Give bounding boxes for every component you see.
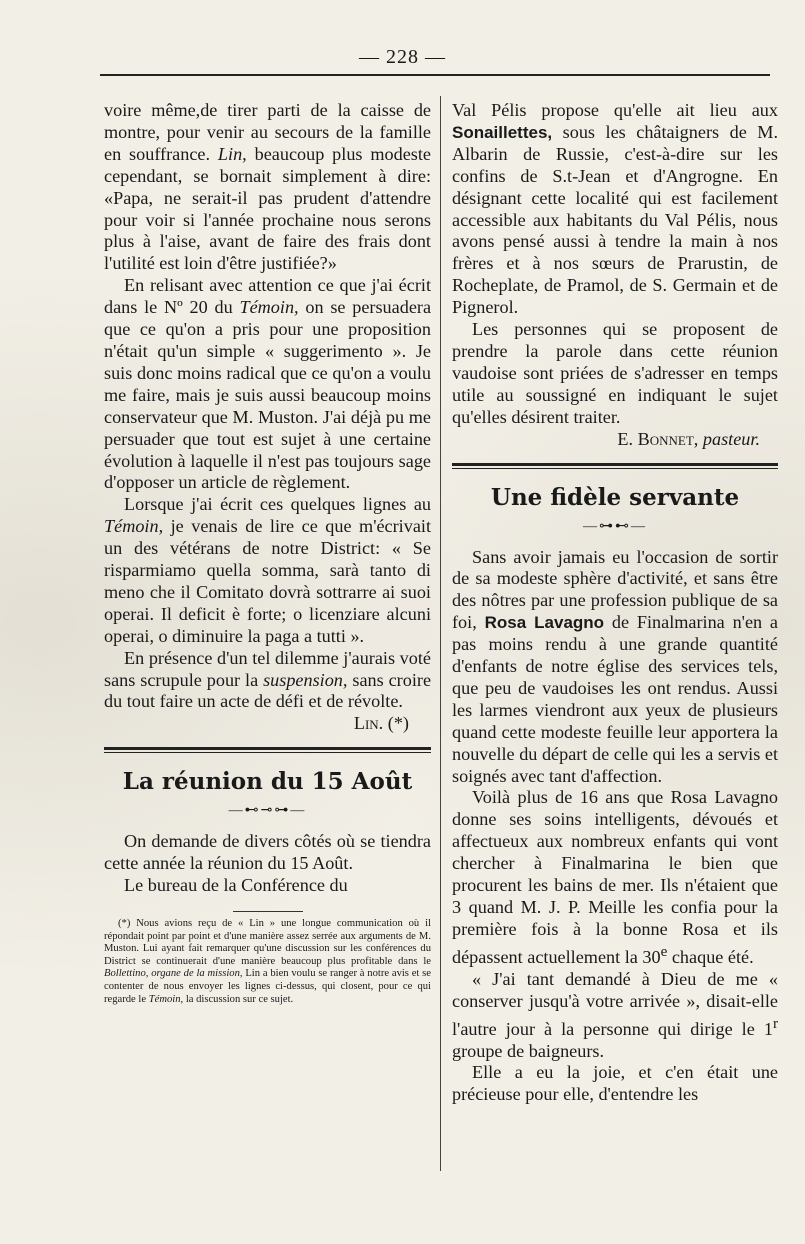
ornament-icon: —⊷⊸⊶— xyxy=(228,803,307,819)
left-paragraph-6: Le bureau de la Conférence du xyxy=(124,875,348,896)
right-paragraph-2: Les personnes qui se proposent de prendre la parole dans cette réunion vaudoise sont priées de s'adresser en temps utile au soussigné en indiquant le sujet qu'elles désirent traiter. xyxy=(452,319,778,427)
right-paragraph-5 xyxy=(452,969,778,1063)
column-divider xyxy=(440,96,441,1171)
right-signature xyxy=(452,429,778,451)
italic-suspension: suspension, xyxy=(263,669,348,690)
section-separator xyxy=(104,747,431,750)
text-span: Lorsque j'ai écrit ces quelques lignes au xyxy=(124,494,431,515)
text-span: Voilà plus de 16 ans que Rosa Lavagno donne ses soins intelligents, dévoués et affectueux aux nombreux enfants qui vont chercher à Finalmarina le bien que procurent les bains de mer. Ils n'étaient que 3 quand M. J. P. Meille les confia pour la première fois à la bonne Rosa et ils dépassent actuellement la 30 xyxy=(452,787,778,967)
right-paragraph-4 xyxy=(452,787,778,968)
text-span: de Finalmarina n'en a pas moins rendu à une grande quantité d'enfants de notre église des services tels, que peu de vaudoises les ont rendus. Aussi les larmes viendront aux yeux de plusieurs quand cette modeste feuille leur apportera la nouvelle du départ de celle qui les a servis et soignés avec tant d'affection. xyxy=(452,612,779,786)
right-paragraph-1 xyxy=(452,100,778,319)
section-separator-thin xyxy=(452,468,778,469)
header-rule xyxy=(100,74,770,76)
ornament-icon: —⊶⊷— xyxy=(583,518,647,534)
left-paragraph-5: On demande de divers côtés où se tiendra cette année la réunion du 15 Août. xyxy=(104,831,431,874)
text-span: En relisant avec attention ce que j'ai écrit dans le Nº 20 du xyxy=(104,275,431,318)
text-span: beaucoup plus modeste cependant, se bornait simplement à dire: «Papa, ne serait-il pas prudent d'attendre pour voir si l'année prochaine nous serons plus à l'aise, avant de faire des frais dont l'utilité est loin d'être justifiée?» xyxy=(104,143,431,274)
text-span: sous les châtaigners de M. Albarin de Russie, c'est-à-dire sur les confins de S.t-Jean et d'Angrogne. En désignant cette localité qui est facilement accessible aux habitants du Val Pélis, nous avons pensé aussi à tendre la main à nos frères et à nos sœurs de Prarustin, de Rocheplate, de Pramol, de S. Germain et de Pignerol. xyxy=(452,121,779,318)
bold-sonaillettes: Sonaillettes, xyxy=(452,122,553,142)
left-paragraph-1 xyxy=(104,100,431,275)
italic-bollettino: Bollettino, organe de la mission, xyxy=(104,968,243,980)
signature-title: pasteur. xyxy=(702,428,760,449)
text-span: on se persuadera que ce qu'on a pris pour une proposition n'était qu'un simple « suggerimento ». Je suis donc moins radical que ce qu'on a voulu me faire, mais je suis aussi beaucoup moins conservateur que M. Muston. J'ai déjà pu me persuader que tout est sujet à une certaine évolution à laquelle il n'est pas toujours sage d'opposer un article de règlement. xyxy=(104,297,432,493)
page-number: — 228 — xyxy=(359,46,446,68)
right-paragraph-3 xyxy=(452,547,778,788)
text-span: « J'ai tant demandé à Dieu de me « conserver jusqu'à votre arrivée », disait-elle l'autre jour à la personne qui dirige le 1 xyxy=(452,968,778,1039)
left-paragraph-2 xyxy=(104,275,431,494)
section-separator-thin xyxy=(104,752,431,753)
text-span: la discussion sur ce sujet. xyxy=(185,993,294,1005)
text-span: je venais de lire ce que m'écrivait un des vétérans de notre District: « Se risparmiamo quella somma, sarà tanto di meno che il Comitato dovrà sottrarre ai suoi operai. Il deficit è forte; o licenziare alcuni operai, o diminuire la paga a tutti ». xyxy=(104,516,431,646)
superscript: r xyxy=(772,1014,778,1032)
text-span: Val Pélis propose qu'elle ait lieu aux xyxy=(452,100,778,120)
left-signature: Lin. (*) xyxy=(353,713,409,734)
right-paragraph-6: Elle a eu la joie, et c'en était une précieuse pour elle, d'entendre les xyxy=(452,1062,778,1105)
signature-name: E. Bonnet, xyxy=(617,428,699,449)
italic-temoin: Témoin, xyxy=(148,993,184,1005)
text-span: En présence d'un tel dilemme j'aurais voté sans scrupule pour la xyxy=(104,647,431,690)
right-column xyxy=(452,100,778,1106)
text-span: sans croire du tout faire un acte de défi et de révolte. xyxy=(104,669,432,712)
section-title-reunion: La réunion du 15 Août xyxy=(122,768,413,796)
text-span: groupe de baigneurs. xyxy=(452,1040,605,1061)
left-column xyxy=(104,100,431,1006)
italic-lin: Lin, xyxy=(217,143,247,164)
text-span: Sans avoir jamais eu l'occasion de sortir de sa modeste sphère d'activité, et sans être des nôtres par une profession publique de sa foi, xyxy=(452,546,778,633)
left-paragraph-4 xyxy=(104,648,431,714)
section-title-servante: Une fidèle servante xyxy=(490,483,740,511)
left-paragraph-3 xyxy=(104,494,431,647)
section-separator xyxy=(452,463,778,466)
italic-temoin: Témoin, xyxy=(239,297,299,318)
footnote xyxy=(104,918,431,1006)
bold-rosa-lavagno: Rosa Lavagno xyxy=(484,613,605,633)
superscript: e xyxy=(660,942,668,960)
text-span: voire même,de tirer parti de la caisse de montre, pour venir au secours de la famille en souffrance. xyxy=(104,100,431,164)
footnote-rule xyxy=(233,911,303,912)
text-span: chaque été. xyxy=(671,946,754,967)
italic-temoin: Témoin, xyxy=(104,516,164,537)
text-span: (*) Nous avions reçu de « Lin » une longue communication où il répondait point par point et d'une manière assez serrée aux arguments de M. Muston. Lui ayant fait remarquer qu'une discussion sur les conférences du District se continuerait d'une manière beaucoup plus profitable dans le xyxy=(104,918,431,967)
text-span: Lin a bien voulu se ranger à notre avis et se contenter de nous envoyer les lignes ci-dessus, qui closent, pour ce qui regarde le xyxy=(104,968,431,1005)
